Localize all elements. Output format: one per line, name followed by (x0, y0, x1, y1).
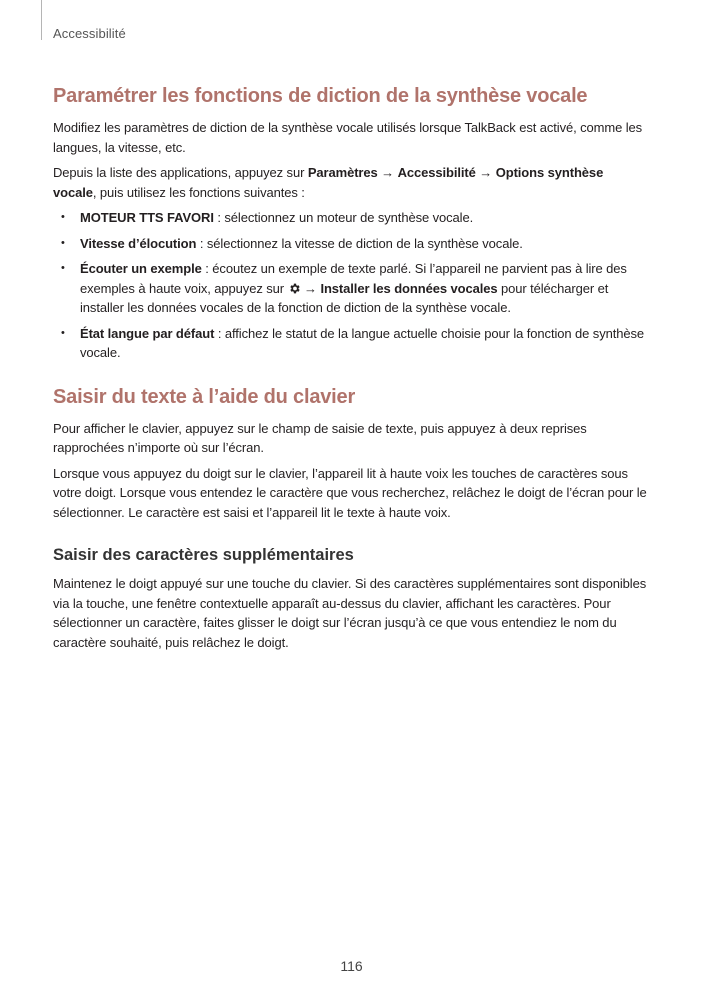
page-content (53, 82, 648, 658)
option-description-tail: pour télécharger et installer les données vocales de la fonction de diction de la synthèse vocale. (80, 280, 609, 315)
option-term: MOTEUR TTS FAVORI (80, 210, 214, 225)
section-tts-settings (53, 82, 648, 363)
section-title-keyboard: Saisir du texte à l’aide du clavier (53, 385, 356, 408)
path-prefix: Depuis la liste des applications, appuyez sur (53, 165, 308, 180)
path-settings: Paramètres (307, 165, 378, 180)
path-suffix: , puis utilisez les fonctions suivantes : (92, 184, 305, 200)
path-arrow: → (475, 165, 496, 180)
gear-icon (288, 281, 301, 294)
bullet-dot: • (61, 262, 65, 274)
list-item (53, 234, 648, 254)
page-header: Accessibilité (53, 26, 126, 41)
section-keyboard-input (53, 383, 648, 523)
section-title-tts: Paramétrer les fonctions de diction de la synthèse vocale (53, 85, 588, 107)
header-rule (41, 0, 42, 40)
list-item (53, 208, 648, 228)
install-voice-data: Installer les données vocales (320, 280, 498, 296)
keyboard-paragraph: Pour afficher le clavier, appuyez sur le champ de saisie de texte, puis appuyez à deux reprises rapprochées n’importe où sur l’écran. (53, 420, 587, 455)
option-description: : écoutez un exemple de texte parlé. Si l’appareil ne parvient pas à lire des exemples à haute voix, appuyez sur (80, 261, 627, 296)
option-term: État langue par défaut (80, 325, 215, 341)
extra-chars-paragraph: Maintenez le doigt appuyé sur une touche du clavier. Si des caractères supplémentaires sont disponibles via la touche, une fenêtre contextuelle apparaît au-dessus du clavier, affichant les caractères. Pour sélectionner un caractère, faites glisser le doigt sur l’écran jusqu’à ce que vous entendiez le nom du caractère souhaité, puis relâchez le doigt. (53, 576, 647, 650)
tts-options-list (53, 208, 648, 363)
option-term: Vitesse d’élocution (80, 235, 197, 251)
option-description: : sélectionnez la vitesse de diction de la synthèse vocale. (196, 235, 523, 251)
option-description: : sélectionnez un moteur de synthèse vocale. (213, 210, 474, 225)
path-arrow: → (377, 165, 398, 180)
bullet-dot: • (61, 236, 65, 249)
bullet-dot: • (61, 326, 65, 339)
subsection-title-extra-chars: Saisir des caractères supplémentaires (53, 546, 354, 564)
keyboard-paragraph: Lorsque vous appuyez du doigt sur le clavier, l’appareil lit à haute voix les touches de caractères sous votre doigt. Lorsque vous entendez le caractère que vous recherchez, relâchez le doigt de l’écran pour le sélectionner. Le caractère est saisi et l’appareil lit le texte à haute voix. (53, 465, 647, 520)
path-arrow: → (300, 280, 321, 296)
section-extra-characters (53, 544, 648, 652)
page-number: 116 (340, 958, 363, 974)
tts-path (53, 163, 648, 202)
tts-intro: Modifiez les paramètres de diction de la synthèse vocale utilisés lorsque TalkBack est activé, comme les langues, la vitesse, etc. (53, 120, 643, 155)
list-item (53, 324, 648, 363)
option-description: : affichez le statut de la langue actuelle choisie pour la fonction de synthèse vocale. (80, 325, 645, 360)
option-term: Écouter un exemple (80, 261, 202, 276)
path-tts-options: Options synthèse vocale (53, 165, 604, 200)
bullet-dot: • (61, 211, 65, 223)
path-accessibility: Accessibilité (397, 165, 476, 180)
list-item (53, 259, 648, 318)
